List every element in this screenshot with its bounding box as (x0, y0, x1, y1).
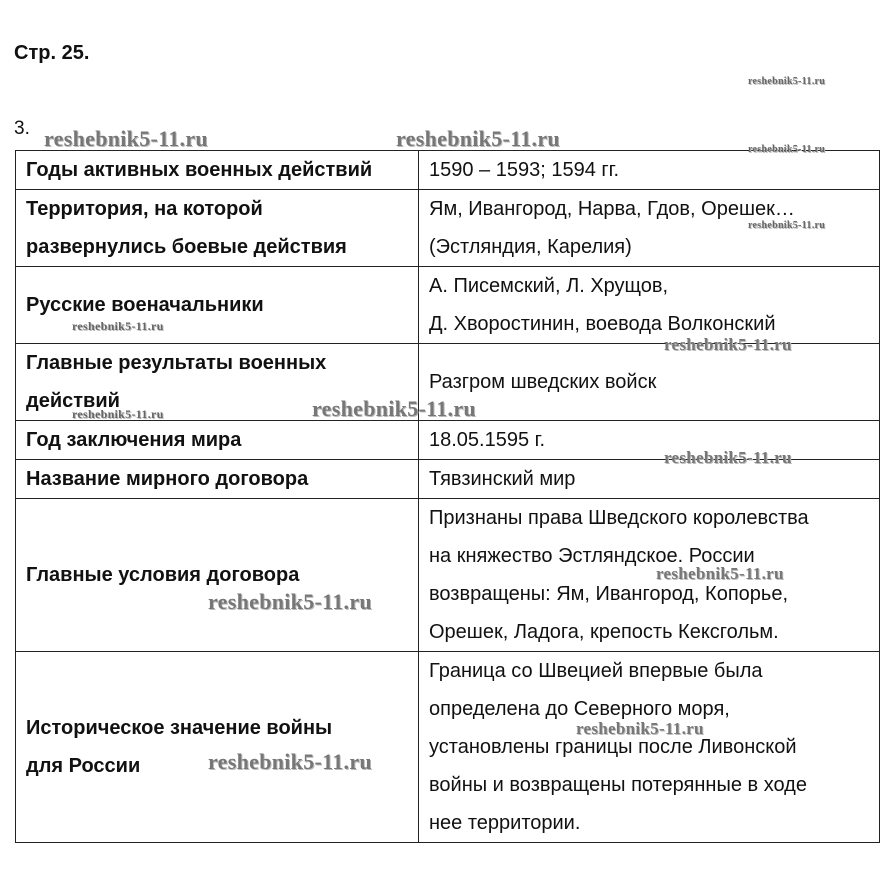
value-cell (419, 460, 880, 499)
label-cell (16, 344, 419, 421)
label-cell (16, 151, 419, 190)
value-line: Ям, Ивангород, Нарва, Гдов, Орешек… (429, 198, 795, 220)
value-cell (419, 652, 880, 843)
watermark: reshebnik5-11.ru (396, 126, 560, 151)
value-cell (419, 344, 880, 421)
page-heading: Стр. 25. (14, 42, 90, 64)
watermark: reshebnik5-11.ru (208, 589, 372, 614)
label-line: Название мирного договора (26, 468, 309, 490)
value-cell (419, 151, 880, 190)
table-row (16, 652, 880, 843)
value-line: 1590 – 1593; 1594 гг. (429, 159, 620, 181)
watermark: reshebnik5-11.ru (44, 126, 208, 151)
table-row (16, 344, 880, 421)
watermark: reshebnik5-11.ru (72, 319, 164, 333)
table-row (16, 267, 880, 344)
value-line: (Эстляндия, Карелия) (429, 236, 632, 258)
label-cell (16, 499, 419, 652)
value-line: Признаны права Шведского королевства (429, 507, 809, 529)
label-line: Русские военачальники (26, 294, 264, 316)
watermark: reshebnik5-11.ru (208, 749, 372, 774)
label-cell (16, 652, 419, 843)
value-cell (419, 421, 880, 460)
label-line: Главные условия договора (26, 564, 300, 586)
value-line: войны и возвращены потерянные в ходе (429, 774, 807, 796)
table-row (16, 460, 880, 499)
label-line: для России (26, 755, 141, 777)
label-line: Год заключения мира (26, 429, 242, 451)
task-number: 3. (14, 118, 30, 139)
table-row (16, 421, 880, 460)
watermark: reshebnik5-11.ru (748, 76, 826, 87)
value-cell (419, 267, 880, 344)
value-cell (419, 190, 880, 267)
value-line: Д. Хворостинин, воевода Волконский (429, 313, 776, 335)
value-line: на княжество Эстляндское. России (429, 545, 755, 567)
value-line: установлены границы после Ливонской (429, 736, 797, 758)
value-line: 18.05.1595 г. (429, 429, 546, 451)
label-cell (16, 421, 419, 460)
watermark: reshebnik5-11.ru (312, 396, 476, 421)
value-line: Граница со Швецией впервые была (429, 660, 763, 682)
table-row (16, 151, 880, 190)
watermark: reshebnik5-11.ru (748, 220, 826, 231)
label-line: Годы активных военных действий (26, 159, 373, 181)
value-cell (419, 499, 880, 652)
value-line: нее территории. (429, 812, 581, 834)
value-line: возвращены: Ям, Ивангород, Копорье, (429, 583, 788, 605)
answer-table-body (16, 151, 880, 843)
answer-table (15, 150, 880, 843)
label-line: Главные результаты военных (26, 352, 327, 374)
label-cell (16, 460, 419, 499)
watermark: reshebnik5-11.ru (576, 719, 704, 738)
label-line: Историческое значение войны (26, 717, 333, 739)
watermark: reshebnik5-11.ru (656, 564, 784, 583)
value-line: Разгром шведских войск (429, 371, 657, 393)
watermark: reshebnik5-11.ru (748, 144, 826, 155)
value-line: Тявзинский мир (429, 468, 576, 490)
label-cell (16, 267, 419, 344)
value-line: определена до Северного моря, (429, 698, 730, 720)
label-line: развернулись боевые действия (26, 236, 347, 258)
watermark: reshebnik5-11.ru (664, 448, 792, 467)
watermark: reshebnik5-11.ru (664, 335, 792, 354)
value-line: А. Писемский, Л. Хрущов, (429, 275, 669, 297)
table-row (16, 190, 880, 267)
table-row (16, 499, 880, 652)
label-line: Территория, на которой (26, 198, 263, 220)
label-cell (16, 190, 419, 267)
value-line: Орешек, Ладога, крепость Кексгольм. (429, 621, 779, 643)
watermark: reshebnik5-11.ru (72, 407, 164, 421)
label-line: действий (26, 390, 120, 412)
